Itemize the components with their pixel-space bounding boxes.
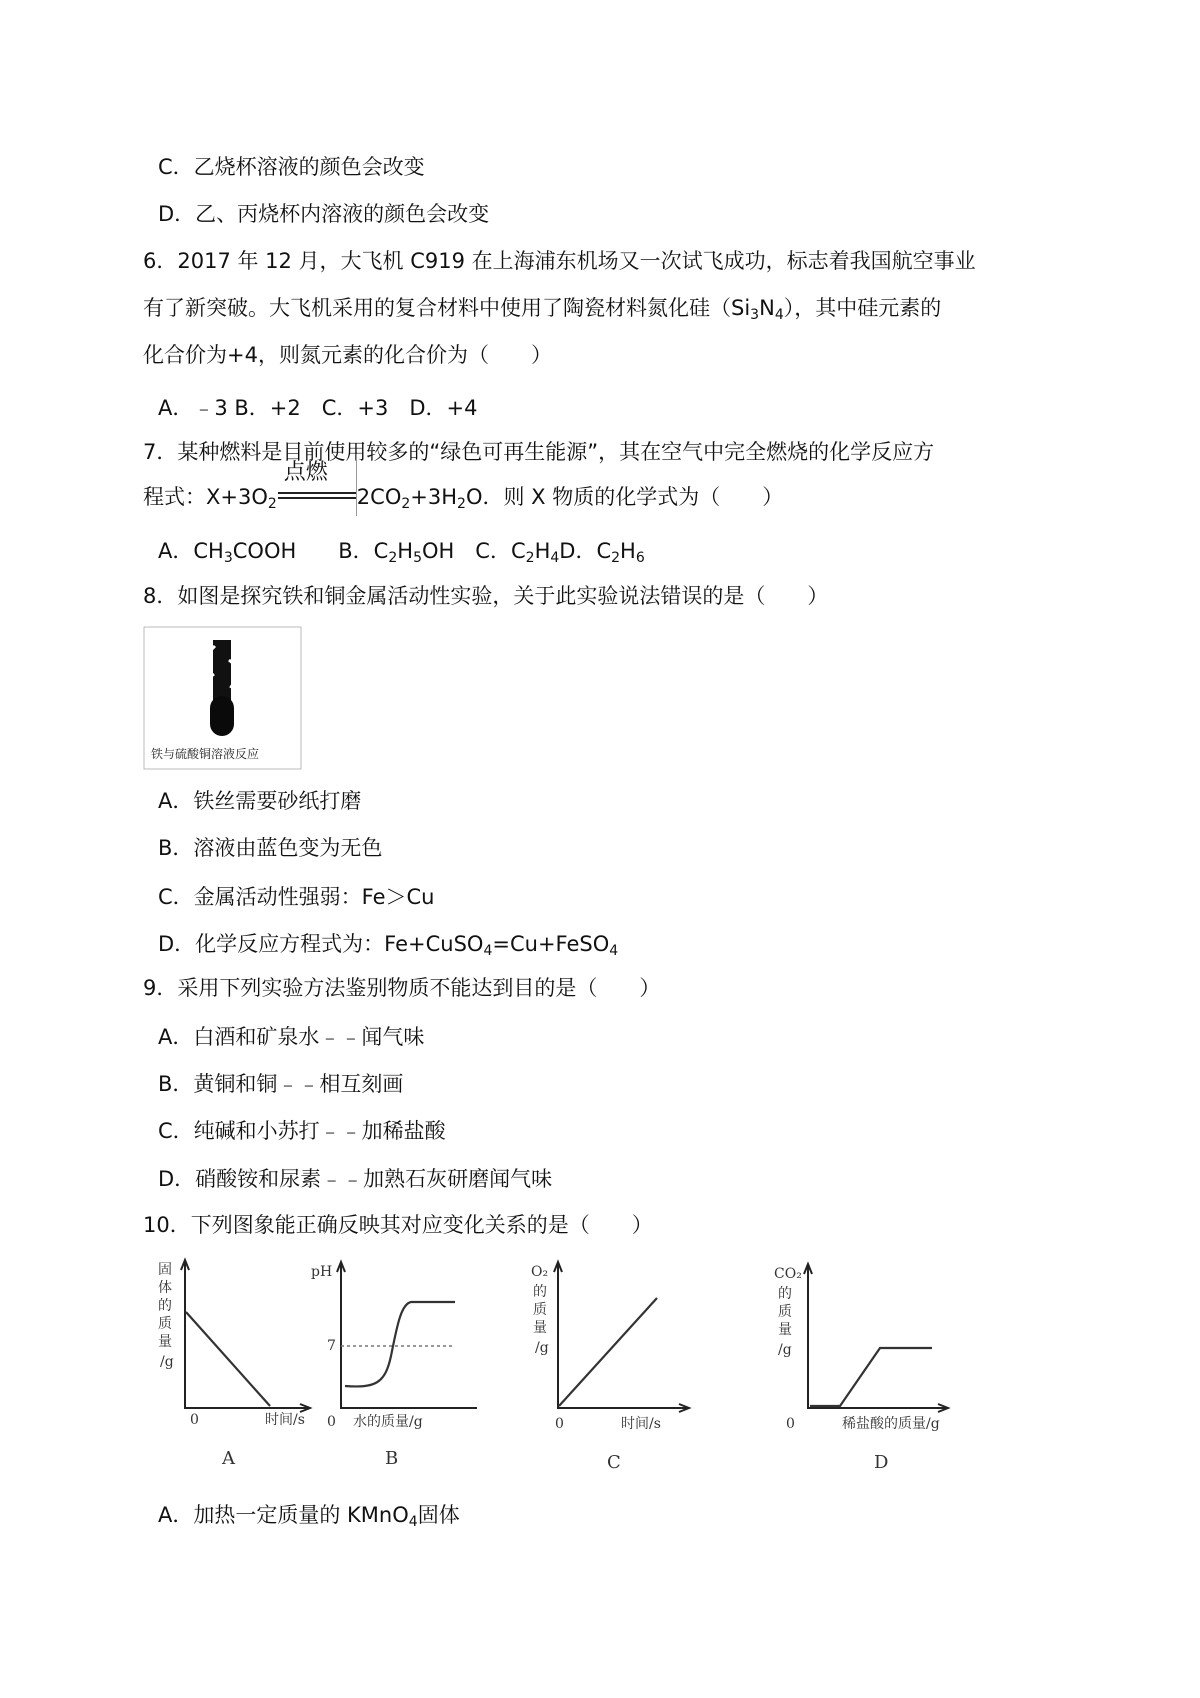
svg-text:量: 量	[158, 1334, 172, 1350]
svg-text:质: 质	[778, 1304, 792, 1320]
svg-text:时间/s: 时间/s	[621, 1416, 661, 1432]
svg-text:/g: /g	[535, 1340, 549, 1356]
q10-stem: 10．下列图象能正确反映其对应变化关系的是（ ）	[143, 1213, 653, 1237]
svg-text:0: 0	[190, 1412, 199, 1428]
q9-option-c: C．纯碱和小苏打﹣﹣加稀盐酸	[158, 1119, 446, 1143]
graph-d	[760, 1256, 960, 1476]
figure-caption: 铁与硫酸铜溶液反应	[151, 747, 260, 761]
svg-text:质: 质	[533, 1302, 547, 1318]
svg-text:体: 体	[158, 1280, 172, 1296]
q8-stem: 8．如图是探究铁和铜金属活动性实验，关于此实验说法错误的是（ ）	[143, 584, 829, 608]
q8-option-c: C．金属活动性强弱：Fe＞Cu	[158, 885, 435, 909]
q8-option-a: A．铁丝需要砂纸打磨	[158, 789, 362, 813]
graph-c	[525, 1256, 695, 1476]
q7-line-2: 程式：$X+3O_2$ 点燃 $2CO_2+3H_2O$．则 X 物质的化学式为（ ）	[143, 482, 783, 512]
q9-option-a: A．白酒和矿泉水﹣﹣闻气味	[158, 1025, 425, 1049]
reaction-condition-arrow: 点燃	[278, 482, 356, 512]
svg-text:D: D	[874, 1452, 889, 1473]
q6-line-1: 6．2017 年 12 月，大飞机 C919 在上海浦东机场又一次试飞成功，标志着我国航空事业	[143, 249, 976, 273]
svg-text:CO₂: CO₂	[774, 1266, 802, 1282]
graph-b	[305, 1256, 485, 1476]
q6-options: A．﹣3 B．+2 C．+3 D．+4	[158, 396, 478, 420]
svg-text:0: 0	[786, 1416, 795, 1432]
svg-text:0: 0	[327, 1414, 336, 1430]
svg-text:的: 的	[158, 1298, 172, 1314]
svg-text:/g: /g	[778, 1342, 792, 1358]
svg-text:量: 量	[778, 1322, 792, 1338]
q9-option-b: B．黄铜和铜﹣﹣相互刻画	[158, 1072, 404, 1096]
svg-text:量: 量	[533, 1320, 547, 1336]
q6-line-3: 化合价为+4，则氮元素的化合价为（ ）	[143, 343, 552, 367]
q5-option-d: D．乙、丙烧杯内溶液的颜色会改变	[158, 202, 490, 226]
q10-option-a: A．加热一定质量的 KMnO$_4$固体	[158, 1503, 460, 1530]
svg-text:的: 的	[778, 1286, 792, 1302]
q7-line-1: 7．某种燃料是目前使用较多的“绿色可再生能源”，其在空气中完全燃烧的化学反应方	[143, 440, 935, 464]
svg-text:的: 的	[533, 1284, 547, 1300]
q9-option-d: D．硝酸铵和尿素﹣﹣加熟石灰研磨闻气味	[158, 1167, 553, 1191]
svg-text:质: 质	[158, 1316, 172, 1332]
svg-text:稀盐酸的质量/g: 稀盐酸的质量/g	[842, 1416, 940, 1432]
q6-line-2: 有了新突破。大飞机采用的复合材料中使用了陶瓷材料氮化硅$(Si_3N_4)$，其中硅元素的	[143, 296, 942, 323]
svg-text:水的质量/g: 水的质量/g	[353, 1414, 423, 1430]
graph-a	[150, 1256, 320, 1476]
svg-text:7: 7	[327, 1338, 336, 1354]
svg-text:O₂: O₂	[531, 1264, 549, 1280]
svg-text:pH: pH	[311, 1264, 333, 1280]
q8-option-d: D．化学反应方程式为：Fe+CuSO$_4$=Cu+FeSO$_4$	[158, 932, 619, 959]
svg-text:固: 固	[158, 1262, 172, 1278]
q9-stem: 9．采用下列实验方法鉴别物质不能达到目的是（ ）	[143, 976, 661, 1000]
svg-text:C: C	[607, 1452, 621, 1473]
svg-text:/g: /g	[160, 1354, 174, 1370]
q5-option-c: C．乙烧杯溶液的颜色会改变	[158, 155, 425, 179]
svg-text:0: 0	[555, 1416, 564, 1432]
q7-options: A．$CH_3COOH$ B．$C_2H_5OH$ C．$C_2H_4D$．$C_2H_6$	[158, 539, 645, 566]
svg-text:时间/s: 时间/s	[265, 1412, 305, 1428]
svg-text:A: A	[222, 1448, 235, 1469]
svg-text:B: B	[385, 1448, 399, 1469]
test-tube-figure	[143, 626, 303, 771]
q8-option-b: B．溶液由蓝色变为无色	[158, 836, 383, 860]
